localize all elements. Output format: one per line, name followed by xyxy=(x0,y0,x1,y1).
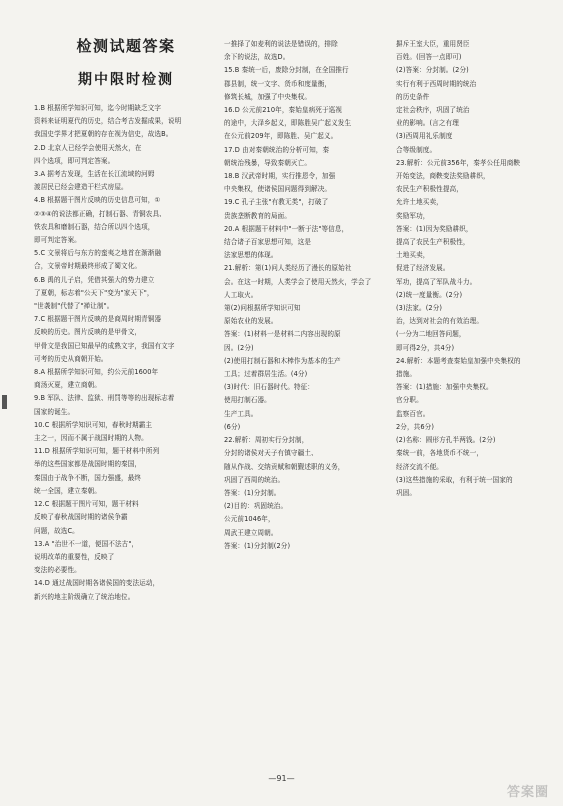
answer-line: 9.B 军队、法律、监狱、刑罚等等的出现标志着 xyxy=(34,394,175,403)
answer-line: 的历史条件 xyxy=(396,92,430,101)
answer-line: 第(2)问根据所学知识可知 xyxy=(224,304,301,313)
answer-line: ②③④的说法都正确，打制石器、青铜农具、 xyxy=(34,209,166,218)
answer-line: 开始变法，商鞅变法奖励耕织， xyxy=(396,172,490,181)
answer-line: 答案：(1)材料一是材料二内容出现的原 xyxy=(224,330,341,339)
answer-line: 原始农业的发展。 xyxy=(224,317,278,326)
answer-line: "世袭制"代替了"禅让制"。 xyxy=(34,302,114,311)
answer-line: (2)统一度量衡。(2分) xyxy=(396,290,463,299)
answer-line: 贵族垄断教育的局面。 xyxy=(224,211,291,220)
answer-line: 郡县制，统一文字、货币和度量衡， xyxy=(224,79,332,88)
answer-line: 合，文景帝时期最终形成了蜀文化。 xyxy=(34,262,142,271)
answer-line: 奖励军功， xyxy=(396,211,430,220)
answer-line: 12.C 根据题干图片可知，题干材料 xyxy=(34,500,139,509)
answer-line: 定社会秩序，巩固了统治 xyxy=(396,106,470,115)
answer-line: 即可判定答案。 xyxy=(34,236,81,245)
answer-line: 铁农具和磨制石器，结合所以四个选项， xyxy=(34,222,155,231)
answer-line: 4.B 根据题干图片反映的历史信息可知，① xyxy=(34,196,161,205)
answer-line: 农民生产积极性提高， xyxy=(396,185,463,194)
answer-line: 10.C 根据所学知识可知，春秋时期霸主 xyxy=(34,420,153,429)
answer-line: 结合诸子百家思想可知，这是 xyxy=(224,238,312,247)
answer-line: (3)法家。(2分) xyxy=(396,304,443,313)
answer-line: 说明改革的重要性，反映了 xyxy=(34,552,115,561)
column-middle xyxy=(224,38,390,553)
answer-line: 公元前1046年， xyxy=(224,515,275,524)
answer-line: 了夏朝，标志着"公天下"变为"家天下"， xyxy=(34,288,154,297)
answer-line: 工具；过着群居生活。(4分) xyxy=(224,370,308,379)
answer-line: 官分职。 xyxy=(396,396,423,405)
answer-line: 18.B 汉武帝时期，实行推恩令，加强 xyxy=(224,172,336,181)
answer-line: 17.D 由对秦朝统治的分析可知，秦 xyxy=(224,145,330,154)
answer-line: 14.D 通过战国时期各诸侯国的变法运动， xyxy=(34,579,160,588)
answer-line: 实行有利于西周时期的统治 xyxy=(396,79,477,88)
answer-line: 答案：(1)分封制。 xyxy=(224,488,281,497)
page-number: —91— xyxy=(268,774,295,783)
answer-line: 资料来证明夏代的历史，结合考古发掘成果，说明 xyxy=(34,117,182,126)
answer-line: 商汤灭夏，建立商朝。 xyxy=(34,381,101,390)
page-title: 检测试题答案 xyxy=(76,37,176,55)
answer-line: 我国史学界才把夏朝的存在视为信史，故选B。 xyxy=(34,130,173,139)
right-answers xyxy=(396,38,556,500)
column-left xyxy=(34,38,218,604)
answer-line: 朝统治残暴，导致秦朝灭亡。 xyxy=(224,158,312,167)
answer-line: 经济交流不便。 xyxy=(396,462,443,471)
answer-line: 业的影响。(言之有理 xyxy=(396,119,459,128)
watermark-logo: 答案圈 xyxy=(506,785,549,800)
answer-line: 20.A 根据题干材料中"一断于法"等信息， xyxy=(224,224,349,233)
answer-line: 问题，故选C。 xyxy=(34,526,79,535)
answer-line: (3)这些措施的采取，有利于统一国家的 xyxy=(396,475,513,484)
answer-line: 5.C 文景将后与东方的蛮夷之地首在渐渐融 xyxy=(34,249,162,258)
answer-line: 巩固。 xyxy=(396,488,417,497)
answer-line: 提高了农民生产积极性， xyxy=(396,238,470,247)
page-edge-mark xyxy=(2,395,7,409)
answer-line: 修筑长城，加强了中央集权。 xyxy=(224,92,312,101)
answer-line: 变法的必要性。 xyxy=(34,566,81,575)
answer-line: 13.A "治世不一道，便国不法古"， xyxy=(34,539,139,548)
answer-line: 2.D 北京人已经学会使用天然火，在 xyxy=(34,143,142,152)
section-title: 期中限时检测 xyxy=(78,72,174,88)
answer-line: 秦统一前，各地货币不统一， xyxy=(396,449,484,458)
answer-line: 摒斥王室大臣，重用贤臣 xyxy=(396,40,470,48)
answer-line: 巩固了西周的统治。 xyxy=(224,475,285,484)
answer-line: (2)使用打制石器和木棒作为基本的生产 xyxy=(224,356,341,365)
answer-line: 合等级制度。 xyxy=(396,145,437,154)
answer-line: 允许土地买卖， xyxy=(396,198,443,207)
answer-line: 统一全国，建立秦朝。 xyxy=(34,486,101,495)
answer-line: 治，达到对社会的有效治理。 xyxy=(396,317,484,326)
answer-line: 的途中，大泽乡起义，即陈胜吴广起义发生 xyxy=(224,119,352,128)
answer-line: 一推择了如麦利的说法是错误的，排除 xyxy=(224,40,338,48)
answer-line: 中央集权，使诸侯国问题得到解决。 xyxy=(224,185,332,194)
answer-line: 促进了经济发展。 xyxy=(396,264,450,273)
answer-line: 因。(2分) xyxy=(224,343,254,352)
answer-line: 法家思想的体现。 xyxy=(224,251,278,260)
answer-line: 答案：(1)因为奖励耕织， xyxy=(396,224,473,233)
answer-line: 监察百官。 xyxy=(396,409,430,418)
answer-line: 会。在这一时期，人类学会了使用天然火，学会了 xyxy=(224,277,372,286)
column-right xyxy=(396,38,556,500)
answer-line: 16.D 公元前210年，秦始皇病死于巡视 xyxy=(224,106,343,115)
answer-line: 答案：(1)措施：加强中央集权。 xyxy=(396,383,493,392)
answer-line: (3)时代：旧石器时代。特征： xyxy=(224,383,314,392)
answer-line: 24.解析：本题考查秦始皇加强中央集权的 xyxy=(396,356,521,365)
answer-line: 国家的诞生。 xyxy=(34,407,75,416)
answer-line: 答案：(1)分封制(2分) xyxy=(224,541,291,550)
answer-line: 军功，提高了军队战斗力。 xyxy=(396,277,477,286)
answer-line: 11.D 根据所学知识可知，题干材料中所列 xyxy=(34,447,160,456)
answer-line: 主之一，因而不属于战国时期的人物。 xyxy=(34,434,148,443)
answer-line: 百姓。(回答一点即可) xyxy=(396,53,462,62)
answer-line: 6.B 禹的儿子启，凭借其强大的势力建立 xyxy=(34,275,155,284)
left-answers xyxy=(34,102,218,604)
answer-line: (2)目的：巩固统治。 xyxy=(224,502,288,511)
answer-line: 19.C 孔子主张"有教无类"，打破了 xyxy=(224,198,329,207)
answer-line: 秦国由于战争不断，国力强盛，最终 xyxy=(34,473,142,482)
answer-line: 人工取火。 xyxy=(224,290,258,299)
answer-line: 反映了春秋战国时期的诸侯争霸 xyxy=(34,513,128,522)
answer-line: 7.C 根据题干图片反映的是商周时期青铜器 xyxy=(34,315,162,324)
answer-line: 15.B 秦统一后，废除分封制，在全国推行 xyxy=(224,66,349,75)
answer-line: 使用打制石器。 xyxy=(224,396,271,405)
answer-line: (一分为二地回答问题， xyxy=(396,330,466,339)
answer-line: 甲骨文是我国已知最早的成熟文字，我国有文字 xyxy=(34,341,175,350)
answer-line: 土地买卖， xyxy=(396,251,430,260)
answer-line: 分封的诸侯对天子有镇守疆土、 xyxy=(224,449,318,458)
answer-line: 举的这些国家都是战国时期的秦国， xyxy=(34,460,142,469)
answer-line: 在公元前209年，即陈胜、吴广起义。 xyxy=(224,132,338,141)
answer-line: 23.解析：公元前356年，秦孝公任用商鞅 xyxy=(396,158,521,167)
answer-line: 21.解析：第(1)问人类经历了漫长的原始社 xyxy=(224,264,352,273)
answer-line: 渡居民已经会建造干栏式房屋。 xyxy=(34,183,128,192)
answer-line: 新兴的地主阶级确立了统治地位。 xyxy=(34,592,135,601)
answer-line: 生产工具。 xyxy=(224,409,258,418)
answer-line: (2)答案：分封制。(2分) xyxy=(396,66,469,75)
answer-line: 措施。 xyxy=(396,370,417,379)
answer-line: 1.B 根据所学知识可知，迄今时期缺乏文字 xyxy=(34,104,162,112)
answer-line: 可考的历史从商朝开始。 xyxy=(34,354,108,363)
answer-line: 周武王建立周朝。 xyxy=(224,528,278,537)
answer-line: (3)西周用礼乐制度 xyxy=(396,132,453,141)
answer-line: 即可得2分，共4分) xyxy=(396,343,455,352)
answer-line: (6分) xyxy=(224,422,241,431)
answer-line: 3.A 据考古发现，生活在长江流域的河姆 xyxy=(34,170,155,179)
answer-line: 8.A 根据所学知识可知，约公元前1600年 xyxy=(34,368,159,377)
answer-line: 2分，共6分) xyxy=(396,422,435,431)
middle-answers xyxy=(224,38,390,553)
answer-line: 反映的历史。图片反映的是甲骨文， xyxy=(34,328,142,337)
answer-line: 22.解析：周初实行分封制， xyxy=(224,436,309,445)
answer-line: 四个选项，即可判定答案。 xyxy=(34,156,115,165)
answer-line: 随从作战、交纳贡赋和朝觐述职的义务， xyxy=(224,462,345,471)
answer-line: (2)名称：圆形方孔半两钱。(2分) xyxy=(396,436,496,445)
answer-line: 余下的说法，故选D。 xyxy=(224,53,290,62)
